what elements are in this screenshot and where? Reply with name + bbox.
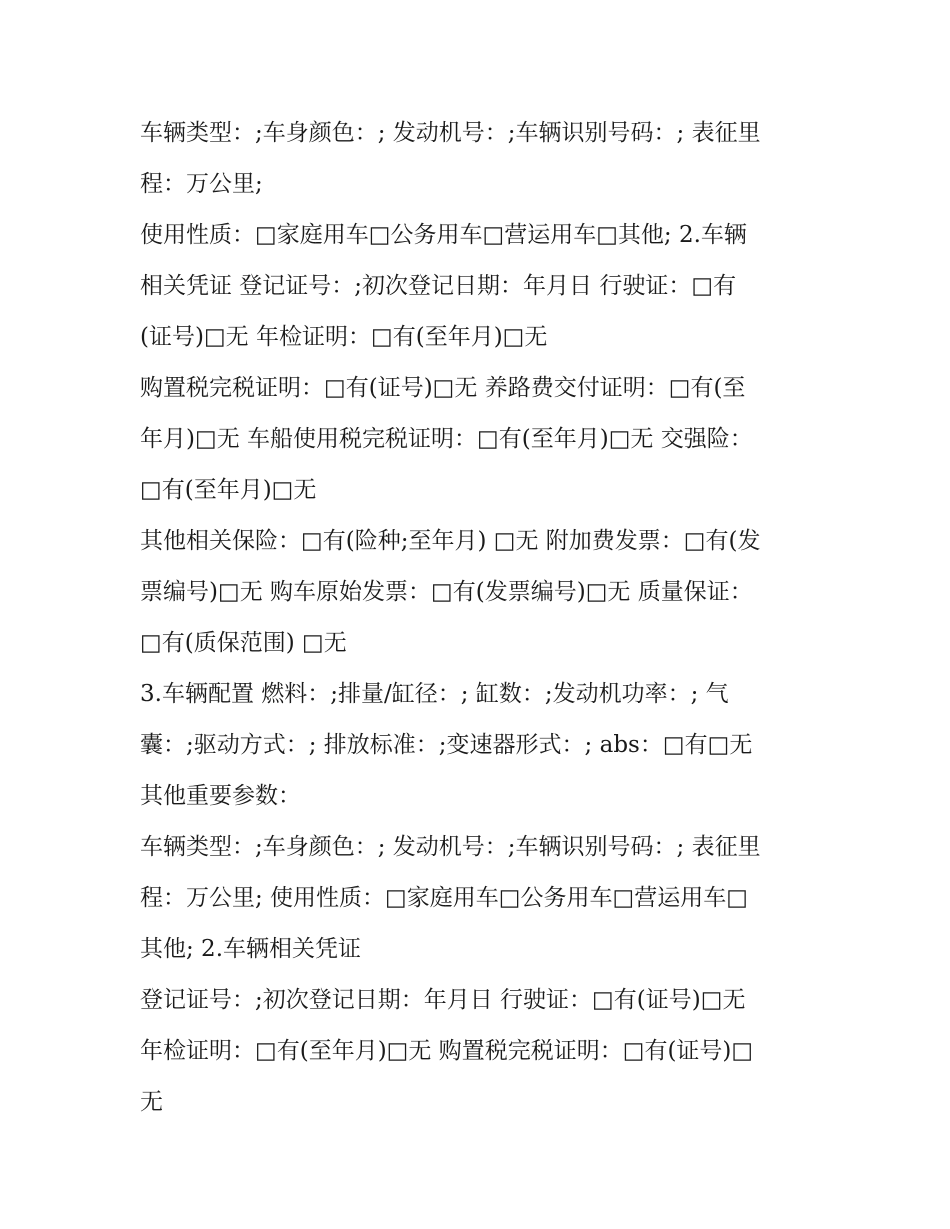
text-line: 购置税完税证明：□有(证号)□无 养路费交付证明：□有(至 — [140, 375, 746, 401]
document-body — [140, 108, 820, 1128]
text-line: 使用性质：□家庭用车□公务用车□营运用车□其他; 2.车辆 — [140, 222, 747, 248]
text-line: 票编号)□无 购车原始发票：□有(发票编号)□无 质量保证： — [140, 579, 753, 605]
text-line: 登记证号：;初次登记日期：年月日 行驶证：□有(证号)□无 — [140, 987, 746, 1013]
text-line: 程：万公里; 使用性质：□家庭用车□公务用车□营运用车□ — [140, 885, 748, 911]
text-line: (证号)□无 年检证明：□有(至年月)□无 — [140, 324, 548, 350]
text-line: 年月)□无 车船使用税完税证明：□有(至年月)□无 交强险： — [140, 426, 753, 452]
text-line: 车辆类型：;车身颜色：; 发动机号：;车辆识别号码：; 表征里 — [140, 120, 761, 146]
text-line: 囊：;驱动方式：; 排放标准：;变速器形式：; abs：□有□无 — [140, 732, 753, 758]
text-line: 车辆类型：;车身颜色：; 发动机号：;车辆识别号码：; 表征里 — [140, 834, 761, 860]
text-line: 年检证明：□有(至年月)□无 购置税完税证明：□有(证号)□ — [140, 1038, 754, 1064]
text-line: 其他相关保险：□有(险种;至年月) □无 附加费发票：□有(发 — [140, 528, 761, 554]
text-line: 其他; 2.车辆相关凭证 — [140, 936, 362, 962]
text-line: 3.车辆配置 燃料：;排量/缸径：; 缸数：;发动机功率：; 气 — [140, 681, 729, 707]
text-line: 其他重要参数： — [140, 783, 301, 809]
text-line: 程：万公里; — [140, 171, 263, 197]
text-line: 相关凭证 登记证号：;初次登记日期：年月日 行驶证：□有 — [140, 273, 737, 299]
text-line: □有(至年月)□无 — [140, 477, 317, 503]
text-line: 无 — [140, 1089, 163, 1115]
text-line: □有(质保范围) □无 — [140, 630, 347, 656]
